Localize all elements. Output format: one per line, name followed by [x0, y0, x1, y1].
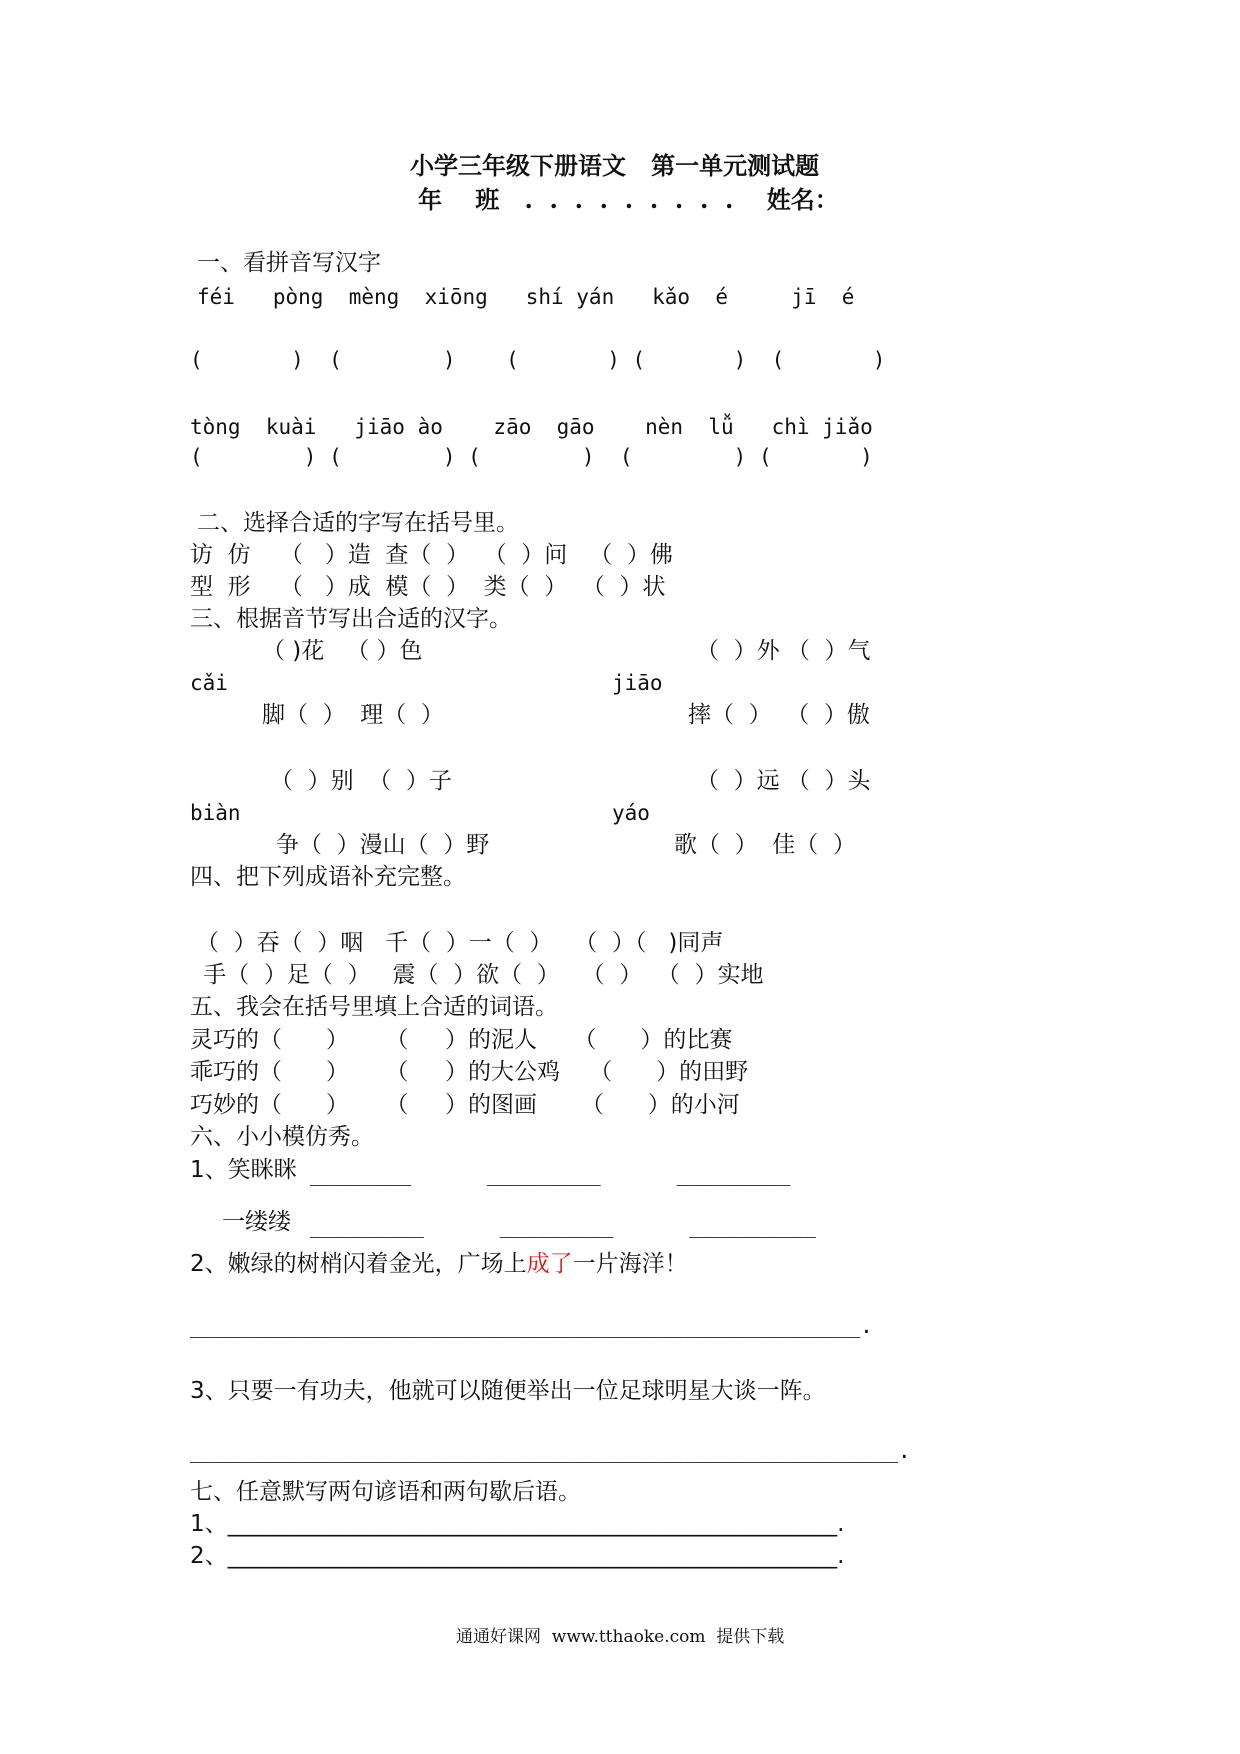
- section-4-heading: 四、把下列成语补充完整。: [190, 864, 466, 890]
- page-title: 小学三年级下册语文 第一单元测试题: [410, 151, 820, 180]
- bian-pinyin-label: biàn: [190, 801, 241, 825]
- yao-group-bottom: 歌（ ） 佳（ ）: [674, 832, 856, 858]
- proverb-line-1: 1、_____________________________________________________.: [190, 1511, 845, 1537]
- jiao-pinyin-label: jiāo: [612, 671, 663, 695]
- yao-pinyin-label: yáo: [612, 801, 650, 825]
- answer-brackets-row-2: ( ) ( ) ( ) ( ) ( ): [190, 445, 873, 469]
- pinyin-row-2: tòng kuài jiāo ào zāo gāo nèn lǚ chì jiǎo: [190, 415, 873, 439]
- jiao-group-top: （ ）外 （ ）气: [696, 638, 871, 664]
- cai-group-bottom: 脚（ ） 理（ ）: [262, 702, 444, 728]
- section-1-heading: 一、看拼音写汉字: [197, 250, 381, 276]
- imitation-item-1-prefix: 1、笑眯眯: [190, 1157, 297, 1183]
- item-2-text-a: 2、嫩绿的树梢闪着金光，广场上: [190, 1251, 527, 1277]
- idiom-line-2: 手（ ）足（ ） 震（ ）欲（ ） （ ） （ ）实地: [196, 962, 764, 988]
- item-2-text-b: 一片海洋！: [572, 1251, 688, 1277]
- section-5-heading: 五、我会在括号里填上合适的词语。: [190, 994, 558, 1020]
- cai-group-top: （ )花 （ ）色: [262, 638, 423, 664]
- footer-text: 通通好课网 www.tthaoke.com 提供下载: [456, 1627, 785, 1647]
- student-info-line: 年 班 . . . . . . . . . 姓名：: [418, 185, 839, 214]
- section-6-heading: 六、小小模仿秀。: [190, 1124, 374, 1150]
- section-3-heading: 三、根据音节写出合适的汉字。: [190, 606, 512, 632]
- imitation-item-3: 3、只要一有功夫，他就可以随便举出一位足球明星大谈一阵。: [190, 1378, 826, 1404]
- item-2-answer-line: _____________________________________________________.: [190, 1314, 873, 1338]
- idiom-line-1: （ ）吞（ ）咽 千（ ）一（ ） （ ）（ )同声: [196, 930, 724, 956]
- word-fill-row: 灵巧的（ ） （ ）的泥人 （ ）的比赛: [190, 1027, 733, 1053]
- yao-group-top: （ ）远 （ ）头: [696, 768, 871, 794]
- section-2-heading: 二、选择合适的字写在括号里。: [197, 510, 519, 536]
- section-2-line-2: 型 形 （ ）成 模（ ） 类（ ） （ ）状: [190, 574, 666, 600]
- section-7-heading: 七、任意默写两句谚语和两句歇后语。: [190, 1479, 581, 1505]
- answer-brackets-row-1: ( ) ( ) ( ) ( ) ( ): [190, 348, 886, 372]
- bian-group-top: （ ）别 （ ）子: [270, 768, 452, 794]
- proverb-line-2: 2、_____________________________________________________.: [190, 1543, 845, 1569]
- word-fill-row: 乖巧的（ ） （ ）的大公鸡 （ ）的田野: [190, 1059, 749, 1085]
- imitation-item-1b-blanks: _________ _________ __________: [310, 1214, 816, 1238]
- section-2-line-1: 访 仿 （ ）造 查（ ） （ ）问 （ ）佛: [190, 542, 673, 568]
- item-3-answer-line: ________________________________________________________.: [190, 1439, 911, 1463]
- imitation-item-2: [190, 1250, 688, 1278]
- item-2-highlight: 成了: [526, 1251, 573, 1277]
- imitation-item-1-blanks: ________ _________ _________: [310, 1162, 791, 1186]
- jiao-group-bottom: 摔（ ） （ ）傲: [688, 702, 870, 728]
- bian-group-bottom: 争（ ）漫山（ ）野: [276, 832, 490, 858]
- imitation-item-1b-prefix: 一缕缕: [222, 1209, 291, 1235]
- pinyin-row-1: féi pòng mèng xiōng shí yán kǎo é jī é: [197, 285, 855, 309]
- cai-pinyin-label: cǎi: [190, 671, 228, 695]
- word-fill-row: 巧妙的（ ） （ ）的图画 （ ）的小河: [190, 1092, 740, 1118]
